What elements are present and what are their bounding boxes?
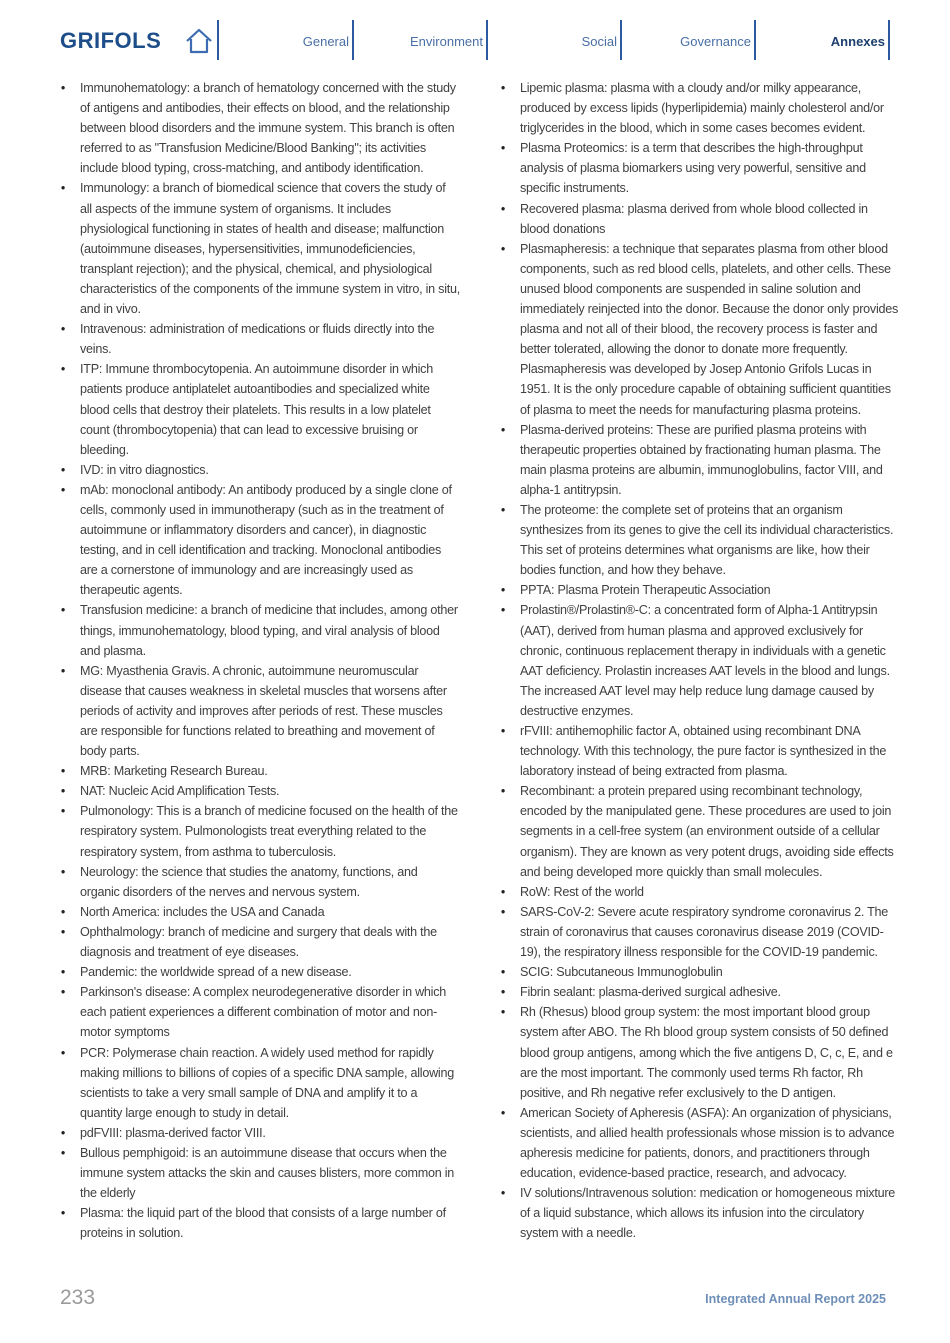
glossary-item-text: Plasmapheresis: a technique that separates plasma from other blood components, such as red blood cells, platelets, and other cells. These unused blood components are suspended in saline solution and immediately reinjected into the donor. Because the donor only provides plasma and not all of their blood, the recovery process is faster and better tolerated, allowing the donor to donate more frequently. Plasmapheresis was developed by Josep Antonio Grifols Lucas in 1951. It is the only procedure capable of obtaining sufficient quantities of plasma to meet the needs for manufacturing plasma proteins. (520, 241, 899, 417)
bullet-icon: • (500, 965, 506, 980)
glossary-item-text: Recovered plasma: plasma derived from whole blood collected in blood donations (520, 201, 868, 236)
glossary-item (58, 862, 460, 902)
glossary-item (58, 460, 460, 480)
glossary-item (58, 781, 460, 801)
home-icon[interactable] (184, 27, 214, 55)
nav-divider (217, 20, 219, 60)
nav-divider (620, 20, 622, 60)
glossary-right-column (498, 78, 900, 1243)
glossary-item-text: Pandemic: the worldwide spread of a new disease. (80, 965, 352, 980)
nav-divider (486, 20, 488, 60)
bullet-icon: • (500, 201, 506, 216)
nav-divider (352, 20, 354, 60)
glossary-item (498, 982, 900, 1002)
bullet-icon: • (60, 663, 66, 678)
bullet-icon: • (60, 362, 66, 377)
glossary-item (498, 721, 900, 781)
report-title: Integrated Annual Report 2025 (705, 1292, 886, 1306)
page-number: 233 (60, 1286, 96, 1309)
glossary-item-text: SARS-CoV-2: Severe acute respiratory syndrome coronavirus 2. The strain of coronavirus that causes coronavirus disease 2019 (COVID-19), the respiratory illness responsible for the COVID-19 pandemic. (520, 904, 889, 960)
bullet-icon: • (60, 1125, 66, 1140)
glossary-item-text: Neurology: the science that studies the anatomy, functions, and organic disorders of the nerves and nervous system. (80, 864, 418, 899)
glossary-item (58, 982, 460, 1042)
bullet-icon: • (500, 904, 506, 919)
glossary-item (58, 962, 460, 982)
bullet-icon: • (500, 422, 506, 437)
bullet-icon: • (60, 1206, 66, 1221)
glossary-item (498, 580, 900, 600)
glossary-item-text: American Society of Apheresis (ASFA): An organization of physicians, scientists, and allied health professionals whose mission is to advance apheresis medicine for patients, donors, and practitioners through education, evidence-based practice, research, and advocacy. (520, 1105, 895, 1181)
bullet-icon: • (500, 81, 506, 95)
glossary-item (58, 480, 460, 601)
glossary-item (498, 902, 900, 962)
glossary-item-text: NAT: Nucleic Acid Amplification Tests. (80, 784, 280, 799)
nav-environment[interactable]: Environment (410, 34, 483, 49)
bullet-icon: • (60, 924, 66, 939)
glossary-item-text: mAb: monoclonal antibody: An antibody produced by a single clone of cells, commonly used in immunotherapy (such as in the treatment of autoimmune or inflammatory disorders and cancer), in diagnostic testing, and in cell identification and tracking. Monoclonal antibodies are a cornerstone of immunology and are increasingly used as therapeutic agents. (80, 482, 452, 598)
glossary-list-right (498, 78, 900, 1243)
glossary-item-text: Parkinson's disease: A complex neurodegenerative disorder in which each patient experiences a different combination of motor and non-motor symptoms (80, 985, 447, 1040)
bullet-icon: • (60, 804, 66, 819)
glossary-item (58, 600, 460, 660)
glossary-item-text: Plasma: the liquid part of the blood that consists of a large number of proteins in solution. (80, 1206, 446, 1241)
bullet-icon: • (500, 724, 506, 738)
glossary-item (58, 661, 460, 761)
bullet-icon: • (60, 864, 66, 879)
glossary-item (498, 600, 900, 721)
glossary-item (58, 359, 460, 459)
nav-governance[interactable]: Governance (680, 34, 751, 49)
glossary-item (498, 962, 900, 982)
glossary-item (58, 78, 460, 178)
glossary-item-text: The proteome: the complete set of proteins that an organism synthesizes from its genes to give the cell its individual characteristics. This set of proteins determines what organisms are like, how their bodies function, and how they behave. (520, 502, 894, 578)
glossary-item-text: Prolastin®/Prolastin®-C: a concentrated form of Alpha-1 Antitrypsin (AAT), derived from human plasma and approved exclusively for chronic, continuous replacement therapy in individuals with a genetic AAT deficiency. Prolastin increases AAT levels in the blood and lungs. The increased AAT level may help reduce lung damage caused by destructive enzymes. (520, 603, 890, 718)
glossary-item (58, 922, 460, 962)
glossary-item (498, 199, 900, 239)
glossary-item (58, 801, 460, 861)
glossary-item-text: Transfusion medicine: a branch of medicine that includes, among other things, immunohematology, blood typing, and viral analysis of blood and plasma. (80, 603, 458, 658)
glossary-item-text: MRB: Marketing Research Bureau. (80, 764, 268, 779)
glossary-item-text: ITP: Immune thrombocytopenia. An autoimmune disorder in which patients produce antiplatelet autoantibodies and specialized white blood cells that destroy their platelets. This results in a low platelet count (thrombocytopenia) that can lead to excessive bruising or bleeding. (80, 362, 433, 457)
nav-general[interactable]: General (302, 34, 349, 49)
bullet-icon: • (500, 1105, 506, 1120)
glossary-item-text: Immunology: a branch of biomedical science that covers the study of all aspects of the immune system of organisms. It includes physiological functioning in states of health and disease; malfunction (autoimmune diseases, hypersensitivities, immunodeficiencies, transplant rejection); and the physical, chemical, and physiological characteristics of the components of the immune system in vitro, in situ, and in vivo. (80, 181, 461, 317)
glossary-item (58, 178, 460, 319)
glossary-item (58, 1143, 460, 1203)
glossary-item-text: RoW: Rest of the world (520, 884, 644, 899)
bullet-icon: • (60, 965, 66, 980)
bullet-icon: • (60, 603, 66, 618)
glossary-item-text: Lipemic plasma: plasma with a cloudy and/or milky appearance, produced by excess lipids (hyperlipidemia) mainly cholesterol and/or triglycerides in the blood, which in some cases becomes evident. (520, 81, 884, 136)
glossary-item-text: Plasma Proteomics: is a term that describes the high-throughput analysis of plasma biomarkers using very powerful, sensitive and specific instruments. (520, 141, 866, 196)
glossary-left-column (58, 78, 460, 1243)
glossary-item (58, 319, 460, 359)
bullet-icon: • (500, 784, 506, 799)
glossary-item-text: MG: Myasthenia Gravis. A chronic, autoimmune neuromuscular disease that causes weakness in skeletal muscles that worsens after periods of activity and improves after periods of rest. These muscles are responsible for functions related to breathing and movement of body parts. (80, 663, 447, 759)
bullet-icon: • (500, 985, 506, 1000)
bullet-icon: • (60, 482, 66, 497)
glossary-item (58, 902, 460, 922)
bullet-icon: • (500, 1186, 506, 1201)
bullet-icon: • (500, 884, 506, 899)
glossary-item-text: SCIG: Subcutaneous Immunoglobulin (520, 965, 723, 980)
glossary-item-text: PCR: Polymerase chain reaction. A widely used method for rapidly making millions to billions of copies of a specific DNA sample, allowing scientists to take a very small sample of DNA and amplify it to a quantity large enough to study in detail. (80, 1045, 454, 1120)
glossary-item-text: North America: includes the USA and Canada (80, 904, 325, 919)
glossary-item-text: pdFVIII: plasma-derived factor VIII. (80, 1125, 266, 1140)
glossary-item (58, 1043, 460, 1123)
nav-social[interactable]: Social (581, 34, 617, 49)
bullet-icon: • (60, 904, 66, 919)
bullet-icon: • (60, 462, 66, 477)
glossary-item-text: Intravenous: administration of medications or fluids directly into the veins. (80, 322, 435, 357)
bullet-icon: • (60, 784, 66, 799)
glossary-item (498, 500, 900, 580)
glossary-item-text: rFVIII: antihemophilic factor A, obtained using recombinant DNA technology. With this technology, the pure factor is synthesized in the laboratory instead of being extracted from plasma. (520, 724, 887, 779)
glossary-item (498, 1183, 900, 1243)
glossary-item-text: PPTA: Plasma Protein Therapeutic Association (520, 583, 771, 598)
glossary-item (58, 1123, 460, 1143)
bullet-icon: • (60, 985, 66, 1000)
bullet-icon: • (60, 181, 66, 196)
glossary-item (58, 1203, 460, 1243)
nav-annexes[interactable]: Annexes (830, 34, 885, 49)
bullet-icon: • (60, 322, 66, 337)
glossary-item-text: Fibrin sealant: plasma-derived surgical adhesive. (520, 985, 781, 1000)
glossary-item-text: IVD: in vitro diagnostics. (80, 462, 209, 477)
bullet-icon: • (60, 1145, 66, 1160)
bullet-icon: • (500, 603, 506, 618)
glossary-item-text: Immunohematology: a branch of hematology concerned with the study of antigens and antibodies, their effects on blood, and the relationship between blood disorders and the immune system. This branch is often referred to as "Transfusion Medicine/Blood Banking"; its activities include blood typing, cross-matching, and antibody identification. (80, 81, 456, 176)
glossary-item (498, 78, 900, 138)
glossary-item (498, 420, 900, 500)
glossary-item-text: Plasma-derived proteins: These are purified plasma proteins with therapeutic properties obtained by fractionating human plasma. The main plasma proteins are albumin, immunoglobulins, factor VIII, and alpha-1 antitrypsin. (520, 422, 883, 497)
bullet-icon: • (500, 1005, 506, 1020)
bullet-icon: • (500, 141, 506, 156)
glossary-list-left (58, 78, 460, 1243)
glossary-item-text: Rh (Rhesus) blood group system: the most important blood group system after ABO. The Rh blood group system consists of 50 defined blood group antigens, among which the five antigens D, C, c, E, and e are the most important. The commonly used terms Rh factor, Rh positive, and Rh negative refer exclusively to the D antigen. (520, 1005, 893, 1100)
glossary-item (58, 761, 460, 781)
glossary-item-text: Pulmonology: This is a branch of medicine focused on the health of the respiratory system. Pulmonologists treat everything related to the respiratory system, from asthma to tuberculosis. (80, 804, 458, 859)
glossary-item (498, 1002, 900, 1102)
glossary-item-text: IV solutions/Intravenous solution: medication or homogeneous mixture of a liquid substance, which allows its infusion into the circulatory system with a needle. (520, 1186, 896, 1241)
bullet-icon: • (500, 241, 506, 256)
bullet-icon: • (60, 764, 66, 779)
glossary-item (498, 781, 900, 881)
nav-divider (754, 20, 756, 60)
bullet-icon: • (60, 81, 66, 95)
bullet-icon: • (500, 583, 506, 598)
glossary-item (498, 882, 900, 902)
bullet-icon: • (60, 1045, 66, 1060)
nav-divider (888, 20, 890, 60)
grifols-logo[interactable]: GRIFOLS (60, 28, 162, 53)
glossary-item (498, 239, 900, 420)
glossary-item (498, 138, 900, 198)
glossary-item-text: Bullous pemphigoid: is an autoimmune disease that occurs when the immune system attacks the skin and causes blisters, more common in the elderly (80, 1145, 455, 1201)
glossary-item (498, 1103, 900, 1183)
bullet-icon: • (500, 502, 506, 517)
glossary-item-text: Recombinant: a protein prepared using recombinant technology, encoded by the manipulated gene. These procedures are used to join segments in a cell-free system (an environment outside of a cellular organism). They are known as very potent drugs, avoiding side effects and being developed more quickly than small molecules. (520, 784, 894, 879)
glossary-item-text: Ophthalmology: branch of medicine and surgery that deals with the diagnosis and treatment of eye diseases. (80, 924, 437, 960)
